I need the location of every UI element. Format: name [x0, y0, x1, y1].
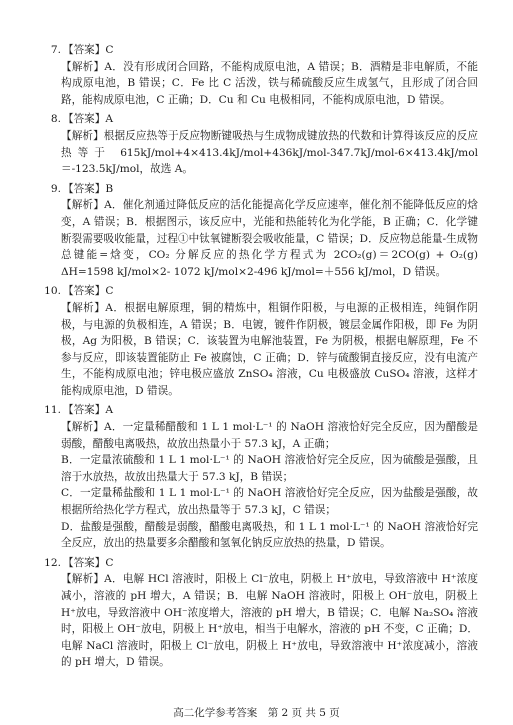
- explanation-paragraph: C．一定量稀盐酸和 1 L 1 mol·L⁻¹ 的 NaOH 溶液恰好完全反应，因为盐酸是强酸，故根据所给热化学方程式，放出热量等于 57.3 kJ，C 错误；: [61, 487, 478, 517]
- explanation-paragraph: 【解析】A．根据电解原理，铜的精炼中，粗铜作阳极，与电源的正极相连，纯铜作阴极，与电源的负极相连，A 错误；B．电镀，镀件作阴极，镀层金属作阳极，即 Fe 为阴极，Ag 为阳极，B 错误；C．该装置为电解池装置，Fe 为阴极，根据电解原理，Fe 不参与反应，即该装置能防止 Fe 被腐蚀，C 正确；D．锌与硫酸铜直接反应，没有电流产生，不能构成原电池；锌电极应盛放 ZnSO₄ 溶液，Cu 电极盛放 CuSO₄ 溶液，这样才能构成原电池，D 错误。: [61, 301, 478, 397]
- answer-header: [44, 42, 478, 59]
- question-number: 8.: [50, 113, 61, 126]
- answer-header: [44, 111, 478, 128]
- explanation-paragraph: 【解析】根据反应热等于反应物断键吸热与生成物成键放热的代数和计算得该反应的反应热等于 615kJ/mol+4×413.4kJ/mol+436kJ/mol-347.7kJ/mol-6×413.4kJ/mol＝-123.5kJ/mol，故选 A。: [61, 129, 478, 176]
- answer-header: [44, 283, 478, 300]
- answer-item: [44, 555, 478, 671]
- answer-header: [44, 555, 478, 572]
- explanation: [44, 59, 478, 109]
- explanation: [44, 197, 489, 280]
- answer-item: [44, 42, 478, 108]
- question-number: 10.: [44, 285, 61, 298]
- explanation-paragraph: 【解析】A．没有形成闭合回路，不能构成原电池，A 错误；B．酒精是非电解质，不能构成原电池，B 错误；C．Fe 比 C 活泼，铁与稀硫酸反应生成氢气，且形成了闭合回路，能构成原电池，C 正确；D．Cu 和 Cu 电极相同，不能构成原电池，D 错误。: [61, 60, 478, 106]
- answer-label: 【答案】B: [63, 182, 114, 195]
- explanation: [44, 571, 478, 671]
- answer-label: 【答案】C: [63, 556, 114, 569]
- answer-list: [44, 42, 489, 674]
- explanation: [44, 419, 478, 552]
- answer-item: [44, 181, 489, 281]
- question-number: 9.: [50, 182, 61, 195]
- answer-label: 【答案】C: [63, 285, 114, 298]
- answer-header: [44, 181, 478, 198]
- explanation: [44, 300, 478, 400]
- explanation-paragraph: 【解析】A．催化剂通过降低反应的活化能提高化学反应速率，催化剂不能降低反应的焓变，A 错误；B．根据图示，该反应中，光能和热能转化为化学能，B 正确；C．化学键断裂需要吸收能量，过程①中钛氧键断裂会吸收能量，C 错误；D．反应物总能量-生成物总键能=焓变，CO₂ 分解反应的热化学方程式为 2CO₂(g)＝2CO(g) + O₂(g) ΔH=1598 kJ/mol×2- 1072 kJ/mol×2-496 kJ/mol=＋556 kJ/mol，D 错误。: [61, 199, 489, 278]
- explanation-paragraph: 【解析】A．一定量稀醋酸和 1 L 1 mol·L⁻¹ 的 NaOH 溶液恰好完全反应，因为醋酸是弱酸，醋酸电离吸热，故放出热量小于 57.3 kJ，A 正确；: [61, 421, 478, 450]
- answer-item: [44, 283, 478, 399]
- answer-item: [44, 111, 478, 177]
- answer-label: 【答案】C: [63, 44, 114, 56]
- explanation: [44, 128, 478, 178]
- answer-label: 【答案】A: [63, 113, 114, 126]
- answer-header: [44, 402, 478, 419]
- question-number: 7.: [50, 44, 61, 56]
- explanation-paragraph: 【解析】A．电解 HCl 溶液时，阳极上 Cl⁻放电，阴极上 H⁺放电，导致溶液中 H⁺浓度减小，溶液的 pH 增大，A 错误；B．电解 NaOH 溶液时，阳极上 OH⁻放电，阴极上 H⁺放电，导致溶液中 OH⁻浓度增大，溶液的 pH 增大，B 错误；C．电解 Na₂SO₄ 溶液时，阳极上 OH⁻放电，阴极上 H⁺放电，相当于电解水，溶液的 pH 不变，C 正确；D．电解 NaCl 溶液时，阳极上 Cl⁻放电，阴极上 H⁺放电，导致溶液中 H⁺浓度减小，溶液的 pH 增大，D 错误。: [61, 573, 478, 669]
- answer-item: [44, 402, 478, 551]
- question-number: 12.: [44, 556, 61, 569]
- explanation-paragraph: D．盐酸是强酸，醋酸是弱酸，醋酸电离吸热，和 1 L 1 mol·L⁻¹ 的 NaOH 溶液恰好完全反应，放出的热量要多余醋酸和氢氧化钠反应放热的热量，D 错误。: [61, 520, 478, 550]
- explanation-paragraph: B．一定量浓硫酸和 1 L 1 mol·L⁻¹ 的 NaOH 溶液恰好完全反应，因为硫酸是强酸，且溶于水放热，故放出热量大于 57.3 kJ，B 错误；: [61, 454, 478, 483]
- answer-label: 【答案】A: [63, 404, 114, 417]
- page-footer: 高二化学参考答案 第 2 页 共 5 页: [173, 707, 340, 719]
- question-number: 11.: [44, 404, 61, 417]
